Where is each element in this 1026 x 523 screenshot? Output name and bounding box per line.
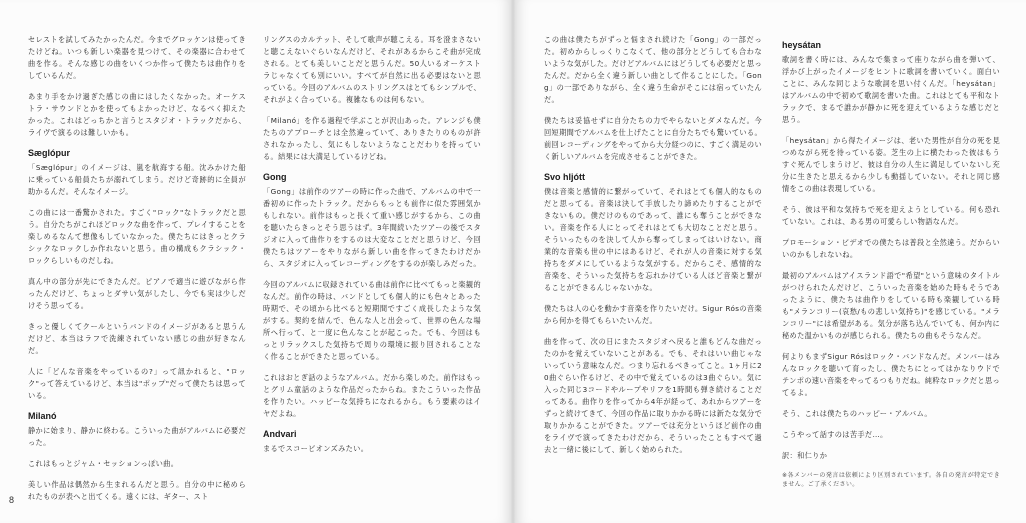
body-paragraph: 曲を作って、次の日にまたスタジオへ戻ると誰もどんな曲だったのかを覚えていないことがある。でも、それはいい曲じゃないっていう意味なんだ。つまり忘れるべきってこと。1ヶ月に20曲ぐらい作るけど、その中で覚えているのは3曲ぐらい。気に入った同じ3コードやループやリフを1時間も弾き続けることだってある。曲作りを作ってから4年が経って、あれからツアーをずっと続けてきて、今回の作品に取りかかる時には新たな気分で取りかかることができた。ツアーでは充分というほど前作の曲をライヴで演ってきたわけだから、そういったこともすべて過去と一緒に後にして、新しく始められた。	[544, 337, 763, 454]
body-paragraph: そう、これは僕たちのハッピー・アルバム。	[782, 409, 932, 418]
body-paragraph: 美しい作品は偶然から生まれるんだと思う。自分の中に秘められたものが表へと出てくる。遠くには、ギター、スト	[28, 480, 246, 501]
column-1	[28, 34, 246, 501]
body-paragraph: セレストを試してみたかったんだ。今までグロッケンは使ってきたけどね。いつも新しい楽器を見つけて、その楽器に合わせて曲を作る。そんな感じの曲をいくつか作って僕たちは曲作りをしているんだ。	[28, 35, 246, 80]
column-2	[263, 34, 481, 494]
column-3	[544, 34, 762, 504]
section-heading: Gong	[263, 172, 287, 182]
body-paragraph: 「Gong」は前作のツアーの時に作った曲で、アルバムの中で一番初めに作ったトラック。だからもっとも前作に似た雰囲気かもしれない。前作はもっと長くて重い感じがするから、この曲を聴いたらきっとそう思うはず。3年間続いたツアーの後でスタジオに入って曲作りをするのは大変なことだと思うけど、今回僕たちはツアーをやりながら新しい曲を作ってきたわけだから、スタジオに入ってレコーディングをするのが楽しみだった。	[263, 187, 481, 268]
section-heading: Andvari	[263, 429, 297, 439]
section-heading: heysátan	[782, 40, 822, 50]
footnote: ※各メンバーの発言は依頼により区別されています。各自の発言が特定できません。ご了承ください。	[782, 472, 1000, 488]
body-paragraph: 真ん中の部分が先にできたんだ。ピアノで適当に遊びながら作ったんだけど、ちょっとダサい気がしたし、今でも実は少しだけそう思ってる。	[28, 277, 246, 310]
section-heading: Svo hljótt	[544, 172, 585, 182]
body-paragraph: 何よりもまずSigur Rósはロック・バンドなんだ。メンバーはみんなロックを聴いて育ったし、僕たちにとってはかなりウドでテンポの速い音楽をやってるつもりだね。純粋なロックだと思ってるよ。	[782, 352, 1001, 397]
body-paragraph: この曲には一番驚かされた。すごく"ロック"なトラックだと思う。自分たちがこれほどロックな曲を作って、プレイすることを楽しめるなんて想像もしていなかった。僕たちにはきっとクラシックなロックしか作れないと思う。曲の構成もクラシック・ロックらしいものだしね。	[28, 208, 246, 265]
body-paragraph: まるでスコービオンズみたい。	[263, 444, 369, 453]
body-paragraph: 「Sæglópur」のイメージは、嵐を航海する船。沈みかけた船に乗っている船員たちが溺れてしまう。だけど奇跡的に全員が助かるんだ。そんなイメージ。	[28, 163, 246, 196]
section-heading: Sæglópur	[28, 148, 70, 158]
body-paragraph: きっと優しくてクールというバンドのイメージがあると思うんだけど、本当はラフで洗練されていない感じの曲が好きなんだ。	[28, 322, 246, 355]
body-paragraph: 僕たちは人の心を動かす音楽を作りたいだけ。Sigur Rósの音楽から何かを得てもらいたいんだ。	[544, 304, 762, 325]
body-paragraph: 今回のアルバムに収録されている曲は前作に比べてもっと楽観的なんだ。前作の時は、バンドとしても個人的にも色々とあった時期で、その頃から比べると短期間ですごく成長したような気がする。契約を結んで、色んな人と出会って、世界の色んな場所へ行って、と一度に色んなことが起こった。でも、今回はもっとリラックスした気持ちで周りの環境に振り回されることなく作ることができたと思っている。	[263, 280, 481, 361]
body-paragraph: 人に「どんな音楽をやっているの?」って訊かれると、"ロック"って答えているけど、本当は"ポップ"だって僕たちは思っている。	[28, 367, 246, 400]
body-paragraph: あまり手をかけ過ぎた感じの曲にはしたくなかった。オーケストラ・サウンドとかを使ってもよかったけど、なるべく抑えたかった。これはどっちかと言うとスタジオ・トラックだから、ライヴで演るのは難しいかも。	[28, 92, 246, 137]
body-paragraph: リングスのカルテット、そして歌声が聴こえる。耳を澄まさないと聴こえないぐらいなんだけど、それがあるからこそ曲が完成される。とても美しいことだと思うんだ。50人いるオーケストラじゃなくても別にいい。すべてが自然に出る必要はないと思っている。今回のアルバムのストリングスはとてもシンプルで、それがよく合っている。複雑なものは何もない。	[263, 35, 481, 104]
body-paragraph: 僕は音楽と感情的に繋がっていて、それはとても個人的なものだと思ってる。音楽は決して手放したり諦めたりすることができないもの。僕だけのものであって、誰にも奪うことができない。音楽を作る人にとってそれはとても大切なことだと思う。そういったものを決して人から奪ってしまってはいけない。商業的な音楽も世の中にはあるけど、それが人の音楽に対する気持ちをダメにしているような気がする。だからこそ、感情的な音楽を、そういった気持ちを忘れかけている人ほど音楽と繋がることができるんじゃないかな。	[544, 187, 762, 292]
column-4	[782, 34, 1000, 514]
body-paragraph: これはおとぎ話のようなアルバム。だから楽しめた。前作はもっとグリム童話のような作品だったからね。またこういった作品を作りたい。ハッピーな気持ちになれるから。もう要素のはイヤだよね。	[263, 373, 482, 418]
body-paragraph: 「heysátan」から得たイメージは、老いた男性が自分の死を見つめながら死を待っている姿。芝生の上に横たわった彼はもうすぐ死んでしまうけど、彼は自分の人生に満足していないし充分に生きたと思えるから少しも動揺していない。それと同じ感情をこの曲は表現している。	[782, 136, 1000, 193]
body-paragraph: これはもっとジャム・セッションっぽい曲。	[28, 459, 179, 468]
right-page	[516, 0, 1026, 523]
body-paragraph: 僕たちは妥協せずに自分たちの力でやらないとダメなんだ。今回短期間でアルバムを仕上げたことに自分たちでも驚いている。前回レコーディングをやってから大分経つのに、すごく満足のいく新しいアルバムを完成させることができた。	[544, 116, 762, 161]
body-paragraph: 最初のアルバムはアイスランド語で"希望"という意味のタイトルがつけられたんだけど、こういった音楽を始めた時もそうであったように、僕たちは曲作りをしている時も楽観している時も"メランコリー(哀愁/もの悲しい気持ち)"を感じている。"メランコリー"には希望がある。気分が落ち込んでいても、何か内に秘めた温かいものが感じられる。僕たちの曲もそうなんだ。	[782, 271, 1000, 340]
body-paragraph: この曲は僕たちがずっと悩まされ続けた「Gong」の一部だった。初めからしっくりこなくて、他の部分とどうしても合わないような気がした。だけどアルバムにはどうしても必要だと思ったんだ。だから全く違う新しい曲として作ることにした。「Gong」の一部でありながら、全く違う生命がそこには宿っていたんだ。	[544, 35, 762, 104]
body-paragraph: 「Milanó」を作る過程で学ぶことが沢山あった。アレンジも僕たちのアプローチとは全然違っていて、ありきたりのものが許されなかったし、気にもしないようなことだわりを持っている。結果には大満足しているけどね。	[263, 116, 481, 161]
page-number: 8	[9, 495, 15, 505]
left-page	[0, 0, 510, 523]
translator-credit: 訳：和仁りか	[782, 451, 828, 460]
body-paragraph: こうやって話すのは苦手だ…。	[782, 430, 888, 439]
section-heading: Milanó	[28, 411, 57, 421]
body-paragraph: プロモーション・ビデオでの僕たちは普段と全然違う。だからいいのかもしれないね。	[782, 238, 1000, 259]
body-paragraph: 歌詞を書く時には、みんなで集まって座りながら曲を弾いて、浮かび上がったイメージをヒントに歌詞を書いていく。面白いことに、みんな同じような歌詞を思い付くんだ。「heysátan」はアルバムの中で初めて歌詞を書いた曲。これはとても平和なトラックで、まるで誰かが静かに死を迎えているような感じだと思う。	[782, 55, 1000, 124]
body-paragraph: そう、彼は平和な気持ちで死を迎えようとしている。何も恐れていない。これは、ある男の可愛らしい物語なんだ。	[782, 205, 1000, 226]
body-paragraph: 静かに始まり、静かに終わる。こういった曲がアルバムに必要だった。	[28, 426, 246, 447]
